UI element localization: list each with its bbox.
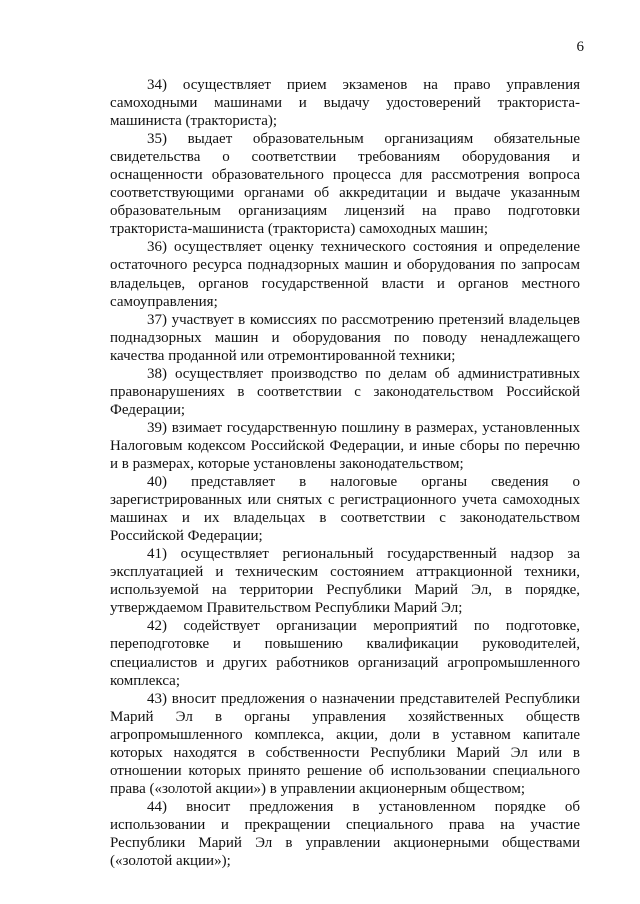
list-item-35: 35) выдает образовательным организациям обязательные свидетельства о соответствии требованиям оборудования и оснащенности образовательного процесса для рассмотрения вопроса соответствующими органами об аккредитации и выдаче указанным образовательным организациям лицензий на право подготовки тракториста-машиниста (тракториста) самоходных машин; — [110, 131, 580, 238]
list-item-44: 44) вносит предложения в установленном порядке об использовании и прекращении специального права на участие Республики Марий Эл в управлении акционерными обществами («золотой акции»); — [110, 798, 580, 870]
list-item-39: 39) взимает государственную пошлину в размерах, установленных Налоговым кодексом Российской Федерации, и иные сборы по перечню и в размерах, которые установлены законодательством; — [110, 419, 580, 472]
list-item-40: 40) представляет в налоговые органы сведения о зарегистрированных или снятых с регистрационного учета самоходных машинах и их владельцах в соответствии с законодательством Российской Федерации; — [110, 474, 580, 545]
list-item-37: 37) участвует в комиссиях по рассмотрению претензий владельцев поднадзорных машин и оборудования по поводу ненадлежащего качества проданной или отремонтированной техники; — [110, 311, 580, 364]
list-item-36: 36) осуществляет оценку технического состояния и определение остаточного ресурса поднадзорных машин и оборудования по запросам владельцев, органов государственной власти и органов местного самоуправления; — [110, 239, 580, 310]
list-item-38: 38) осуществляет производство по делам об административных правонарушениях в соответствии с законодательством Российской Федерации; — [110, 365, 580, 418]
list-item-42: 42) содействует организации мероприятий по подготовке, переподготовке и повышению квалификации руководителей, специалистов и других работников организаций агропромышленного комплекса; — [110, 618, 580, 689]
list-item-43: 43) вносит предложения о назначении представителей Республики Марий Эл в органы управления хозяйственных обществ агропромышленного комплекса, акции, доли в уставном капитале которых находятся в собственности Республики Марий Эл или в отношении которых принято решение об использовании специального права («золотой акции») в управлении акционерным обществом; — [110, 690, 580, 797]
list-item-34: 34) осуществляет прием экзаменов на право управления самоходными машинами и выдачу удостоверений тракториста-машиниста (тракториста); — [110, 77, 580, 130]
list-item-41: 41) осуществляет региональный государственный надзор за эксплуатацией и техническим состоянием аттракционной техники, используемой на территории Республики Марий Эл, в порядке, утверждаемом Правительством Республики Марий Эл; — [110, 546, 580, 617]
page-number: 6 — [576, 39, 584, 55]
document-body — [110, 76, 580, 870]
